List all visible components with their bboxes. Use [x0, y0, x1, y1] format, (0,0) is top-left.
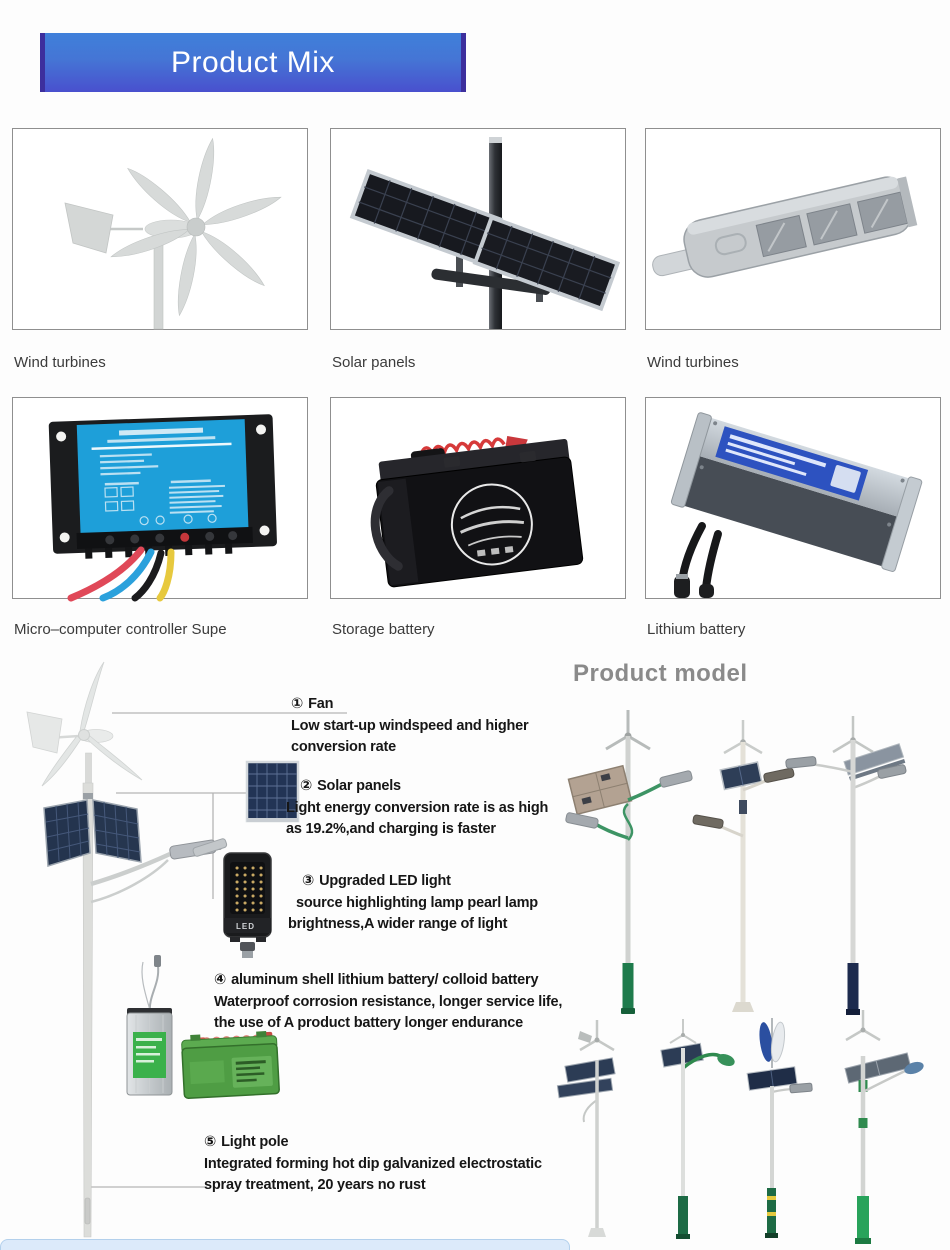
product-caption: Storage battery	[332, 621, 435, 638]
solar-panels-icon	[331, 129, 625, 329]
wind-turbine-icon	[13, 129, 307, 329]
annotation-line: as 19.2%,and charging is faster	[286, 821, 496, 837]
led-label: LED	[236, 922, 255, 931]
product-image-box	[12, 128, 308, 330]
led-street-light-icon	[646, 129, 940, 329]
product-image-box	[12, 397, 308, 599]
pole-model-icon	[845, 1010, 925, 1244]
annotation-line: Waterproof corrosion resistance, longer service life,	[214, 993, 563, 1010]
product-caption: Wind turbines	[14, 354, 106, 371]
banner-right-edge	[461, 33, 466, 92]
product-model-poles	[560, 700, 950, 1250]
next-section-strip	[0, 1239, 570, 1250]
product-image-box	[645, 128, 941, 330]
annotation-number: ④	[214, 972, 227, 988]
product-caption: Solar panels	[332, 354, 416, 371]
annotation-line: the use of A product battery longer endurance	[214, 1015, 523, 1031]
pole-model-icon	[747, 1018, 812, 1238]
annotation-title: ⑤ Light pole	[204, 1134, 289, 1150]
annotation-number: ⑤	[204, 1134, 217, 1150]
aluminum-battery-icon	[127, 955, 172, 1095]
annotation-led-light	[288, 871, 538, 936]
pole-model-icon	[661, 1019, 736, 1239]
colloid-battery-icon	[181, 1031, 279, 1099]
controller-icon	[13, 398, 307, 598]
annotation-line: spray treatment, 20 years no rust	[204, 1177, 426, 1193]
product-image-box	[330, 128, 626, 330]
annotation-number: ②	[300, 778, 313, 794]
product-caption: Wind turbines	[647, 354, 739, 371]
product-image-box	[330, 397, 626, 599]
product-caption: Micro–computer controller Supe	[14, 621, 227, 638]
pole-model-icon	[557, 1020, 615, 1237]
annotation-title: ① Fan	[291, 696, 334, 712]
annotation-light-pole	[204, 1132, 542, 1197]
storage-battery-icon	[331, 398, 625, 598]
banner-left-edge	[40, 33, 45, 92]
page-title: Product Mix	[171, 45, 335, 79]
pole-model-icon	[565, 710, 692, 1014]
annotation-line: Low start-up windspeed and higher	[291, 717, 529, 734]
banner	[40, 33, 466, 92]
fan-icon	[27, 662, 142, 786]
annotation-line: Light energy conversion rate is as high	[286, 799, 549, 816]
annotation-number: ③	[302, 873, 315, 889]
annotation-fan	[291, 694, 529, 759]
annotation-line: source highlighting lamp pearl lamp	[296, 894, 538, 911]
pole-model-icon	[693, 720, 795, 1012]
annotation-solar-panels	[286, 776, 548, 841]
annotation-line: brightness,A wider range of light	[288, 916, 508, 932]
annotation-line: conversion rate	[291, 739, 396, 755]
lithium-battery-icon	[646, 398, 940, 598]
annotation-battery	[214, 970, 562, 1035]
product-caption: Lithium battery	[647, 621, 746, 638]
pole-model-icon	[786, 716, 907, 1015]
annotation-title: ④ aluminum shell lithium battery/ colloid battery	[214, 972, 539, 988]
annotation-title: ② Solar panels	[300, 778, 401, 794]
product-image-box	[645, 397, 941, 599]
annotation-number: ①	[291, 696, 304, 712]
section-title: Product model	[573, 660, 748, 687]
annotation-title: ③ Upgraded LED light	[302, 873, 451, 889]
annotation-line: Integrated forming hot dip galvanized electrostatic	[204, 1155, 542, 1172]
led-lamp-thumb-icon	[192, 838, 271, 958]
